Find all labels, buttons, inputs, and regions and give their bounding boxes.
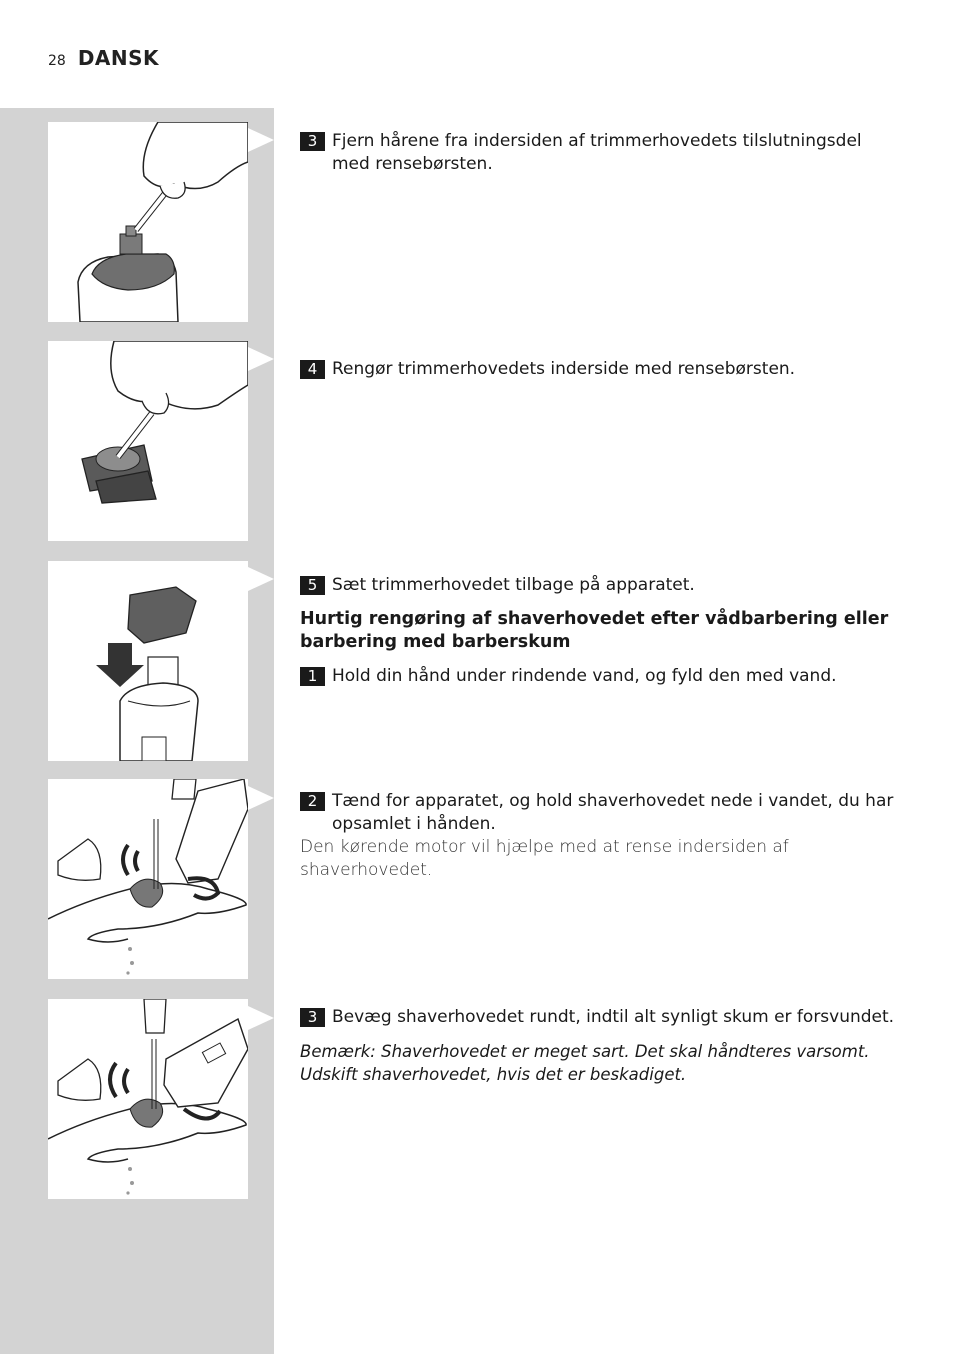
note-text: Bemærk: Shaverhovedet er meget sart. Det skal håndteres varsomt. Udskift shaverhovedet, hvis det er beskadiget. <box>300 1042 870 1084</box>
step-result-text: Den kørende motor vil hjælpe med at rense indersiden af shaverhovedet. <box>300 837 789 880</box>
quick-step-3 <box>300 1006 900 1029</box>
page-number: 28 <box>48 53 66 69</box>
step-text: Fjern hårene fra indersiden af trimmerhovedets tilslutningsdel med rensebørsten. <box>332 131 862 174</box>
step-number: 2 <box>300 792 325 811</box>
step-5-reattach <box>300 574 900 597</box>
pointer-arrow <box>248 567 274 591</box>
pointer-arrow <box>248 786 274 810</box>
page-header <box>48 46 159 70</box>
language-title: DANSK <box>77 46 160 70</box>
illustration-move-shaver-head <box>48 999 248 1199</box>
step-text: Tænd for apparatet, og hold shaverhovedet nede i vandet, du har opsamlet i hånden. <box>332 791 894 834</box>
step-4-clean-inside <box>300 358 900 381</box>
step-text: Sæt trimmerhovedet tilbage på apparatet. <box>332 575 695 595</box>
step-3-remove-hairs <box>300 130 900 176</box>
illustration-attach-trimmer-head <box>48 561 248 761</box>
pointer-arrow <box>248 347 274 371</box>
step-number: 5 <box>300 576 325 595</box>
step-number: 1 <box>300 667 325 686</box>
step-number: 3 <box>300 1008 325 1027</box>
pointer-arrow <box>248 128 274 152</box>
illustration-brush-trimmer-head <box>48 341 248 541</box>
step-text: Bevæg shaverhovedet rundt, indtil alt synligt skum er forsvundet. <box>332 1007 895 1027</box>
illustration-shaver-in-hand-water <box>48 779 248 979</box>
illustration-brush-trimmer-connection <box>48 122 248 322</box>
pointer-arrow <box>248 1006 274 1030</box>
step-number: 4 <box>300 360 325 379</box>
step-text: Rengør trimmerhovedets inderside med rensebørsten. <box>332 359 796 379</box>
step-number: 3 <box>300 132 325 151</box>
quick-step-1 <box>300 665 900 688</box>
quick-step-2 <box>300 790 900 836</box>
step-text: Hold din hånd under rindende vand, og fyld den med vand. <box>332 666 837 686</box>
section-heading: Hurtig rengøring af shaverhovedet efter vådbarbering eller barbering med barberskum <box>300 609 889 652</box>
